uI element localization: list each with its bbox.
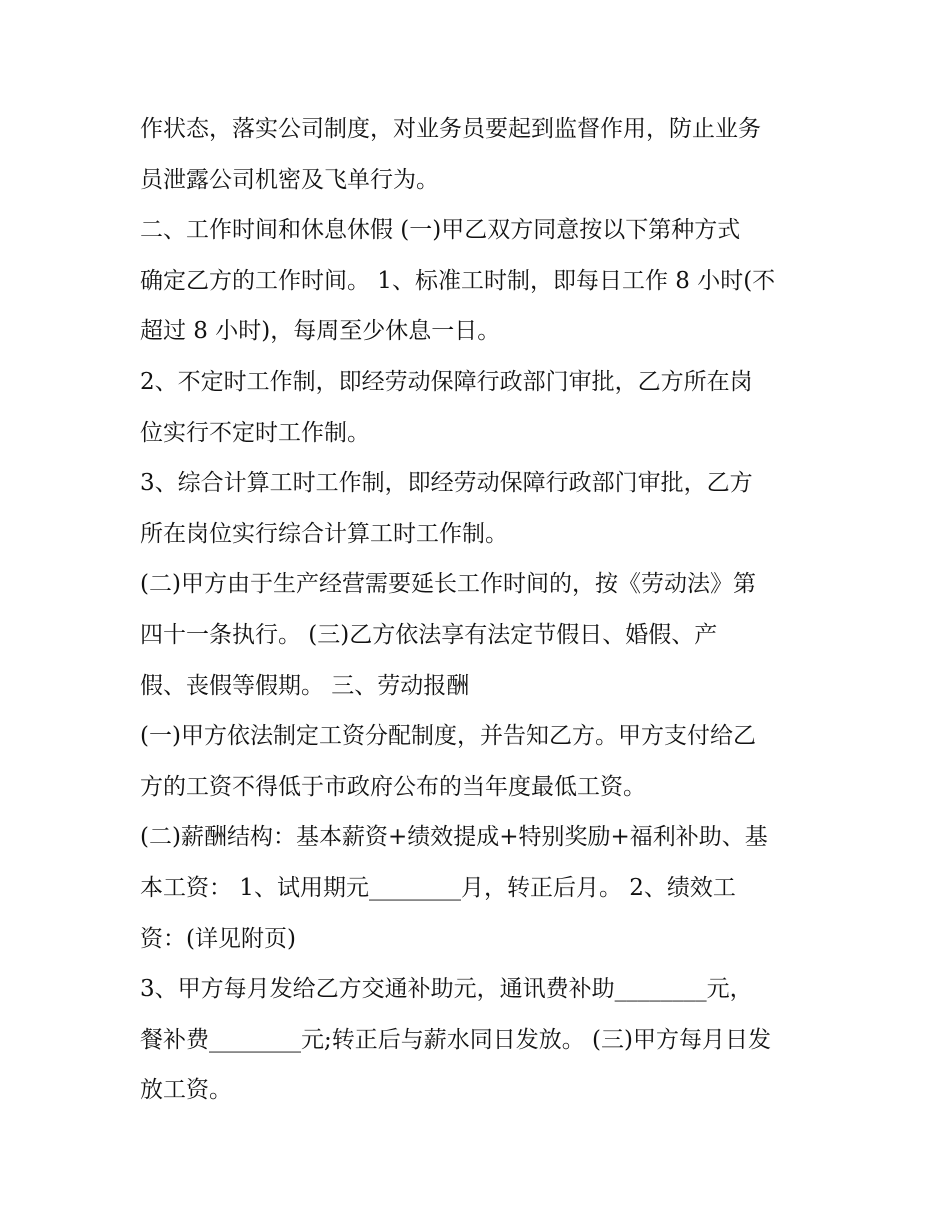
text-line: 员泄露公司机密及飞单行为。 bbox=[140, 166, 439, 193]
text-line: 作状态，落实公司制度，对业务员要起到监督作用，防止业务 bbox=[140, 116, 761, 142]
text-line: 3、甲方每月发给乙方交通补助元，通讯费补助________元， bbox=[140, 976, 753, 1003]
text-line: 四十一条执行。 (三)乙方依法享有法定节假日、婚假、产 bbox=[140, 621, 718, 648]
text-line: 放工资。 bbox=[140, 1077, 232, 1104]
text-line: 超过 8 小时)，每周至少休息一日。 bbox=[140, 318, 501, 345]
text-line: 资：(详见附页) bbox=[140, 925, 296, 952]
text-line: 所在岗位实行综合计算工时工作制。 bbox=[140, 520, 508, 547]
text-line: 假、丧假等假期。 三、劳动报酬 bbox=[140, 672, 470, 699]
text-line: 2、不定时工作制，即经劳动保障行政部门审批，乙方所在岗 bbox=[140, 368, 753, 395]
text-line: 本工资： 1、试用期元________月，转正后月。 2、绩效工 bbox=[140, 874, 736, 901]
text-line: (一)甲方依法制定工资分配制度，并告知乙方。甲方支付给乙 bbox=[140, 723, 756, 750]
text-line: 位实行不定时工作制。 bbox=[140, 419, 370, 446]
text-line: 3、综合计算工时工作制，即经劳动保障行政部门审批，乙方 bbox=[140, 470, 753, 497]
text-line: 餐补费________元;转正后与薪水同日发放。 (三)甲方每月日发 bbox=[140, 1026, 772, 1053]
text-line: 方的工资不得低于市政府公布的当年度最低工资。 bbox=[140, 773, 646, 800]
document-body bbox=[140, 104, 820, 1116]
text-line: 二、工作时间和休息休假 (一)甲乙双方同意按以下第种方式 bbox=[140, 217, 741, 244]
text-line: (二)薪酬结构：基本薪资+绩效提成+特别奖励+福利补助、基 bbox=[140, 824, 768, 851]
text-line: (二)甲方由于生产经营需要延长工作时间的，按《劳动法》第 bbox=[140, 571, 756, 598]
text-line: 确定乙方的工作时间。 1、标准工时制，即每日工作 8 小时(不 bbox=[140, 267, 776, 294]
